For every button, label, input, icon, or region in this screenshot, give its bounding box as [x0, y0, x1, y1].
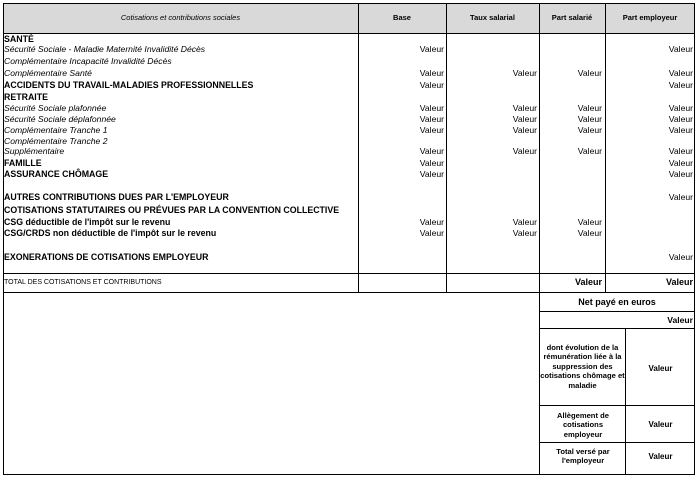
header-base: Base — [393, 13, 411, 22]
total-part-salarie: Valeur — [574, 277, 602, 287]
row-part-employeur-value: Valeur — [668, 169, 693, 179]
row-label: Complémentaire Tranche 1 — [4, 125, 108, 135]
row-label: Complémentaire Santé — [4, 68, 92, 78]
row-part-salarie-value: Valeur — [577, 114, 602, 124]
row-taux-value: Valeur — [512, 103, 537, 113]
rule — [3, 3, 4, 475]
rule — [605, 3, 606, 293]
row-label: SANTÉ — [4, 34, 34, 44]
rule — [3, 474, 695, 475]
row-part-employeur-value: Valeur — [668, 114, 693, 124]
net-value: Valeur — [667, 315, 693, 325]
header-part-employeur: Part employeur — [622, 13, 678, 22]
rule — [539, 328, 695, 329]
detail-allegement-label: Allègement de cotisations employeur — [557, 411, 609, 439]
row-base-value: Valeur — [419, 114, 444, 124]
row-part-salarie-value: Valeur — [577, 125, 602, 135]
rule — [694, 3, 695, 475]
rule — [358, 3, 359, 293]
row-part-employeur-value: Valeur — [668, 125, 693, 135]
row-base-value: Valeur — [419, 146, 444, 156]
rule — [539, 311, 695, 312]
row-label: ASSURANCE CHÔMAGE — [4, 169, 109, 179]
row-part-employeur-value: Valeur — [668, 103, 693, 113]
detail-evolution-label: dont évolution de la rémunération liée à la suppression des cotisations chômage et maladie — [540, 343, 625, 390]
row-base-value: Valeur — [419, 158, 444, 168]
row-label: ACCIDENTS DU TRAVAIL-MALADIES PROFESSIONNELLES — [4, 80, 254, 90]
row-label: Sécurité Sociale plafonnée — [4, 103, 107, 113]
row-taux-value: Valeur — [512, 68, 537, 78]
rule — [539, 405, 695, 406]
row-part-employeur-value: Valeur — [668, 252, 693, 262]
rule — [3, 273, 695, 274]
row-label: Sécurité Sociale déplafonnée — [4, 114, 116, 124]
row-label: FAMILLE — [4, 158, 42, 168]
row-part-salarie-value: Valeur — [577, 217, 602, 227]
row-taux-value: Valeur — [512, 217, 537, 227]
row-taux-value: Valeur — [512, 146, 537, 156]
rule — [539, 3, 540, 475]
row-taux-value: Valeur — [512, 125, 537, 135]
row-part-salarie-value: Valeur — [577, 68, 602, 78]
row-base-value: Valeur — [419, 68, 444, 78]
total-label: TOTAL DES COTISATIONS ET CONTRIBUTIONS — [4, 279, 162, 286]
row-label: CSG/CRDS non déductible de l'impôt sur le revenu — [4, 228, 217, 238]
net-title: Net payé en euros — [578, 297, 656, 307]
rule — [3, 3, 695, 4]
row-part-employeur-value: Valeur — [668, 44, 693, 54]
row-base-value: Valeur — [419, 80, 444, 90]
header-taux-salarial: Taux salarial — [470, 13, 515, 22]
row-base-value: Valeur — [419, 228, 444, 238]
rule — [3, 292, 695, 293]
row-base-value: Valeur — [419, 217, 444, 227]
row-label: COTISATIONS STATUTAIRES OU PRÉVUES PAR LA CONVENTION COLLECTIVE — [4, 205, 340, 215]
total-part-employeur: Valeur — [665, 277, 693, 287]
row-label: Sécurité Sociale - Maladie Maternité Invalidité Décès — [4, 44, 206, 54]
row-base-value: Valeur — [419, 125, 444, 135]
row-label: RETRAITE — [4, 92, 48, 102]
row-label: Complémentaire Incapacité Invalidité Décès — [4, 56, 172, 66]
header-cotisations: Cotisations et contributions sociales — [120, 13, 241, 22]
detail-total-verse-label: Total versé par l'employeur — [556, 447, 610, 466]
row-base-value: Valeur — [419, 44, 444, 54]
row-label: Complémentaire Tranche 2 — [4, 136, 108, 146]
row-part-salarie-value: Valeur — [577, 103, 602, 113]
rule — [625, 328, 626, 475]
row-taux-value: Valeur — [512, 228, 537, 238]
row-part-salarie-value: Valeur — [577, 228, 602, 238]
row-part-employeur-value: Valeur — [668, 68, 693, 78]
detail-evolution-value: Valeur — [648, 364, 673, 373]
row-part-employeur-value: Valeur — [668, 158, 693, 168]
row-taux-value: Valeur — [512, 114, 537, 124]
row-part-employeur-value: Valeur — [668, 192, 693, 202]
row-part-employeur-value: Valeur — [668, 80, 693, 90]
row-label: AUTRES CONTRIBUTIONS DUES PAR L'EMPLOYEUR — [4, 192, 229, 202]
row-part-employeur-value: Valeur — [668, 146, 693, 156]
row-label: Supplémentaire — [4, 146, 65, 156]
rule — [446, 3, 447, 293]
detail-allegement-value: Valeur — [648, 420, 673, 429]
row-part-salarie-value: Valeur — [577, 146, 602, 156]
row-label: CSG déductible de l'impôt sur le revenu — [4, 217, 171, 227]
row-base-value: Valeur — [419, 169, 444, 179]
detail-total-verse-value: Valeur — [648, 452, 673, 461]
rule — [539, 442, 695, 443]
header-part-salarie: Part salarié — [551, 13, 593, 22]
row-label: EXONERATIONS DE COTISATIONS EMPLOYEUR — [4, 252, 209, 262]
rule — [3, 33, 695, 34]
row-base-value: Valeur — [419, 103, 444, 113]
